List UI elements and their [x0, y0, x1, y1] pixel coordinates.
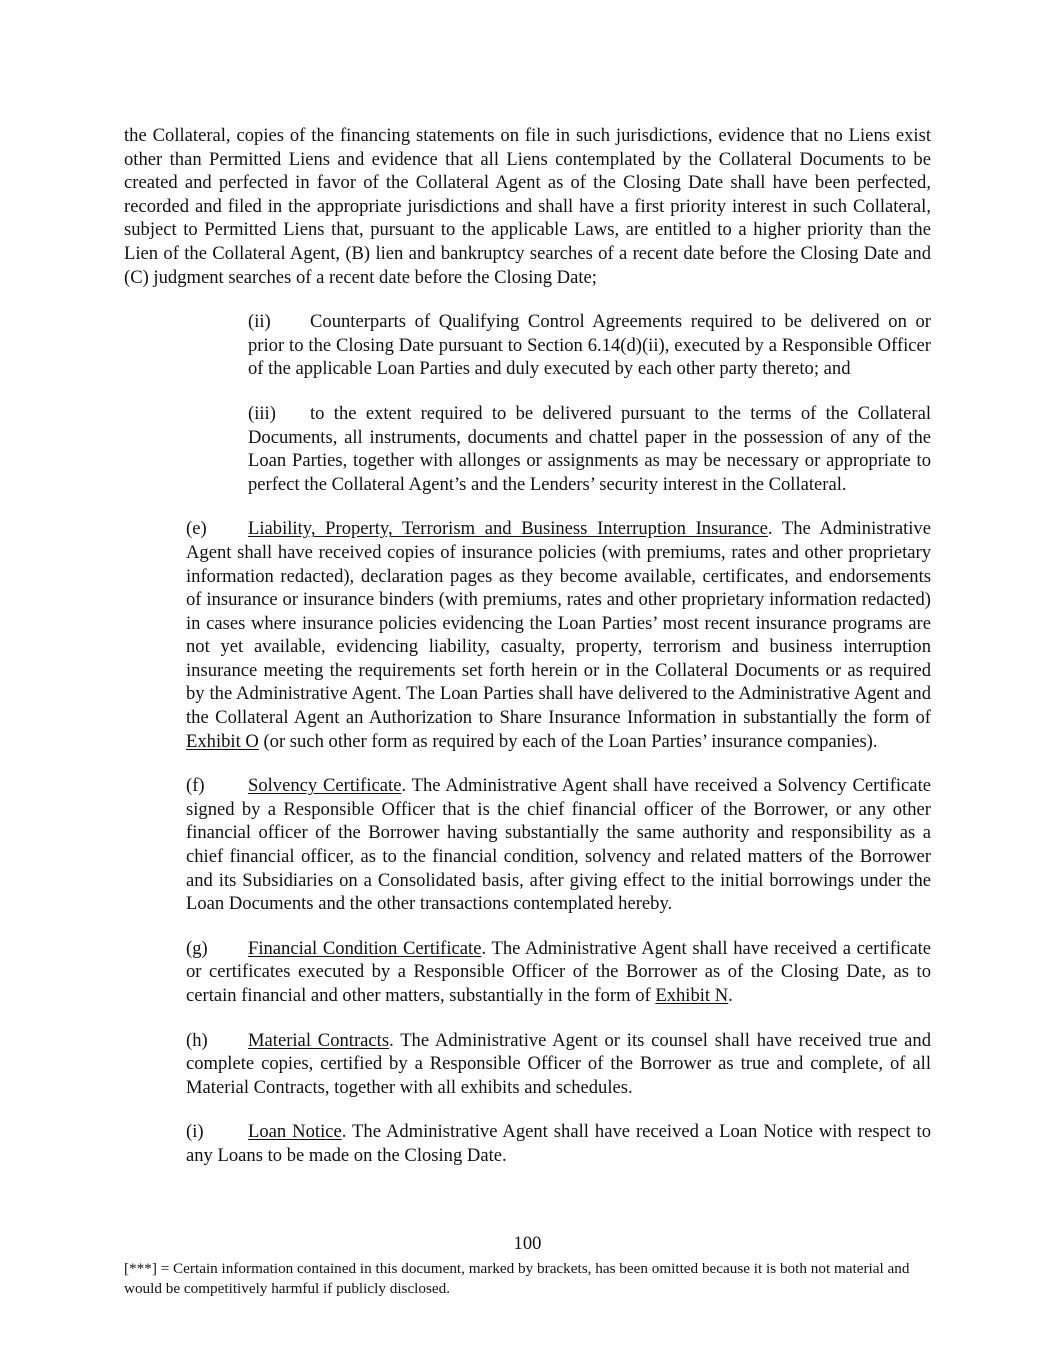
section-e	[124, 517, 931, 753]
section-text: . The Administrative Agent shall have received copies of insurance policies (with premiums, rates and other proprietary information redacted), declaration pages as they become available, certificates, and endorsements of insurance or insurance binders (with premiums, rates and other proprietary information redacted) in cases where insurance policies evidencing the Loan Parties’ most recent insurance programs are not yet available, evidencing liability, casualty, property, terrorism and business interruption insurance meeting the requirements set forth herein or in the Collateral Documents or as required by the Administrative Agent. The Loan Parties shall have delivered to the Administrative Agent and the Collateral Agent an Authorization to Share Insurance Information in substantially the form of	[186, 518, 931, 729]
section-number: (h)	[186, 1029, 208, 1051]
section-heading: Financial Condition Certificate	[248, 937, 482, 959]
paragraph-continuation: the Collateral, copies of the financing statements on file in such jurisdictions, evidence that no Liens exist other than Permitted Liens and evidence that all Liens contemplated by the Collateral Documents to be created and perfected in favor of the Collateral Agent as of the Closing Date shall have been perfected, recorded and filed in the appropriate jurisdictions and shall have a first priority interest in such Collateral, subject to Permitted Liens that, pursuant to the applicable Laws, are entitled to a higher priority than the Lien of the Collateral Agent, (B) lien and bankruptcy searches of a recent date before the Closing Date and (C) judgment searches of a recent date before the Closing Date;	[124, 125, 931, 288]
section-h	[124, 1029, 931, 1100]
section-g	[124, 937, 931, 1008]
section-i	[124, 1120, 931, 1167]
section-number: (f)	[186, 775, 205, 797]
document-page	[124, 124, 931, 1168]
section-text-end: .	[728, 985, 733, 1006]
section-number: (g)	[186, 937, 208, 959]
section-text: . The Administrative Agent or its counsel shall have received true and complete copies, certified by a Responsible Officer of the Borrower as true and complete, of all Material Contracts, together with all exhibits and schedules.	[186, 1029, 931, 1098]
section-heading: Liability, Property, Terrorism and Business Interruption Insurance	[248, 518, 768, 540]
section-text: . The Administrative Agent shall have received a certificate or certificates executed by a Responsible Officer of the Borrower as of the Closing Date, as to certain financial and other matters, substantially in the form of	[186, 937, 931, 1006]
section-heading: Loan Notice	[248, 1121, 342, 1143]
footnote: [***] = Certain information contained in this document, marked by brackets, has been omitted because it is both not material and would be competitively harmful if publicly disclosed.	[124, 1260, 910, 1297]
section-text: . The Administrative Agent shall have received a Solvency Certificate signed by a Responsible Officer that is the chief financial officer of the Borrower, or any other financial officer of the Borrower having substantially the same authority and responsibility as a chief financial officer, as to the financial condition, solvency and related matters of the Borrower and its Subsidiaries on a Consolidated basis, after giving effect to the initial borrowings under the Loan Documents and the other transactions contemplated hereby.	[186, 775, 931, 915]
item-text: to the extent required to be delivered pursuant to the terms of the Collateral Documents, all instruments, documents and chattel paper in the possession of any of the Loan Parties, together with allonges or assignments as may be necessary or appropriate to perfect the Collateral Agent’s and the Lenders’ security interest in the Collateral.	[248, 402, 931, 495]
section-heading: Solvency Certificate	[248, 775, 402, 797]
section-text: . The Administrative Agent shall have received a Loan Notice with respect to any Loans to be made on the Closing Date.	[186, 1121, 931, 1166]
item-number: (ii)	[248, 311, 271, 333]
exhibit-reference: Exhibit N	[655, 985, 729, 1006]
item-number: (iii)	[248, 402, 276, 424]
section-text-end: (or such other form as required by each of the Loan Parties’ insurance companies).	[258, 730, 878, 752]
exhibit-reference: Exhibit O	[186, 730, 259, 752]
page-number: 100	[513, 1233, 542, 1254]
section-number: (i)	[186, 1121, 204, 1143]
section-f	[124, 774, 931, 916]
paragraph-item-iii	[124, 402, 931, 496]
section-number: (e)	[186, 518, 207, 540]
item-text: Counterparts of Qualifying Control Agreements required to be delivered on or prior to the Closing Date pursuant to Section 6.14(d)(ii), executed by a Responsible Officer of the applicable Loan Parties and duly executed by each other party thereto; and	[248, 311, 931, 380]
section-heading: Material Contracts	[248, 1029, 390, 1051]
paragraph-item-ii	[124, 310, 931, 381]
